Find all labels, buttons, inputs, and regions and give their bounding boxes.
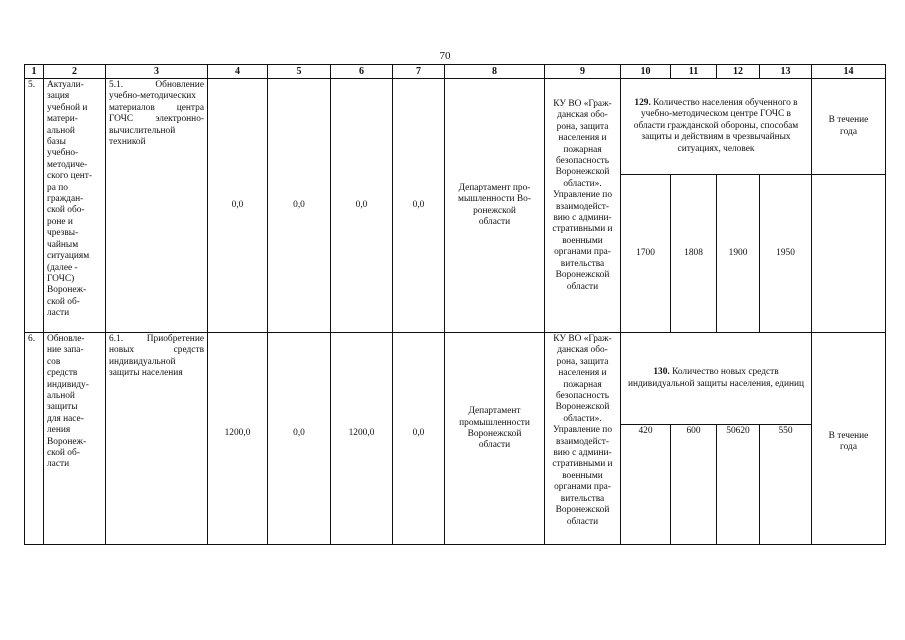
department-cell: Департамент промышленности Воронежской области (445, 333, 545, 545)
value-col4: 0,0 (208, 79, 268, 333)
header-cell: 4 (208, 65, 268, 79)
program-table (24, 64, 886, 545)
header-cell: 2 (44, 65, 106, 79)
header-cell: 6 (331, 65, 393, 79)
value-col7: 0,0 (393, 79, 445, 333)
value-col5: 0,0 (268, 333, 331, 545)
task-cell: Актуали- зация учебной и матери- альной базы учебно- методиче- ского цент- ра по граждан- ской обо- роне и чрезвы- чайным ситуациям (далее - ГОЧС) Воронеж- ской об- ласти (44, 79, 106, 333)
value-col13: 550 (760, 425, 812, 545)
value-col12: 50620 (717, 425, 760, 545)
value-col7: 0,0 (393, 333, 445, 545)
value-col10: 1700 (621, 175, 671, 333)
page-number: 70 (439, 50, 451, 62)
header-cell: 11 (671, 65, 717, 79)
value-col11: 600 (671, 425, 717, 545)
activity-cell: 5.1. Обновление учебно-методических материалов центра ГОЧС электронно-вычислительной техникой (106, 79, 208, 333)
term-cell: В течение года (812, 333, 886, 545)
table-row (25, 333, 886, 425)
value-col13: 1950 (760, 175, 812, 333)
value-col12: 1900 (717, 175, 760, 333)
header-cell: 10 (621, 65, 671, 79)
header-cell: 14 (812, 65, 886, 79)
header-row (25, 65, 886, 79)
executor-cell: КУ ВО «Граж- данская обо- рона, защита населения и пожарная безопасность Воронежской области». Управление по взаимодейст- вию с админи- стративными и военными органами пра- вительства Воронежской области (545, 333, 621, 545)
task-cell: Обновле- ние запа- сов средств индивиду- альной защиты для насе- ления Воронеж- ской об- ласти (44, 333, 106, 545)
indicator-cell (621, 333, 812, 425)
value-col6: 1200,0 (331, 333, 393, 545)
department-cell: Департамент про- мышленности Во- ронежской области (445, 79, 545, 333)
value-col5: 0,0 (268, 79, 331, 333)
header-cell: 3 (106, 65, 208, 79)
value-col10: 420 (621, 425, 671, 545)
indicator-number: 130. (653, 367, 670, 378)
row-number: 6. (25, 333, 44, 545)
indicator-text: Количество населения обученного в учебно-методическом центре ГОЧС в области гражданской обороны, способам защиты и действиям в чрезвычайных ситуациях, человек (633, 97, 799, 154)
value-col6: 0,0 (331, 79, 393, 333)
term-cell: В течение года (812, 79, 886, 175)
header-cell: 13 (760, 65, 812, 79)
table-row (25, 79, 886, 175)
header-cell: 9 (545, 65, 621, 79)
indicator-cell (621, 79, 812, 175)
row-number: 5. (25, 79, 44, 333)
activity-cell: 6.1. Приобретение новых средств индивидуальной защиты населения (106, 333, 208, 545)
empty-cell (812, 175, 886, 333)
header-cell: 7 (393, 65, 445, 79)
value-col4: 1200,0 (208, 333, 268, 545)
executor-cell: КУ ВО «Граж- данская обо- рона, защита населения и пожарная безопасность Воронежской области». Управление по взаимодейст- вию с админи- стративными и военными органами пра- вительства Воронежской области (545, 79, 621, 333)
header-cell: 8 (445, 65, 545, 79)
value-col11: 1808 (671, 175, 717, 333)
header-cell: 1 (25, 65, 44, 79)
header-cell: 12 (717, 65, 760, 79)
header-cell: 5 (268, 65, 331, 79)
indicator-text: Количество новых средств индивидуальной защиты населения, единиц (627, 367, 805, 389)
indicator-number: 129. (634, 97, 651, 108)
